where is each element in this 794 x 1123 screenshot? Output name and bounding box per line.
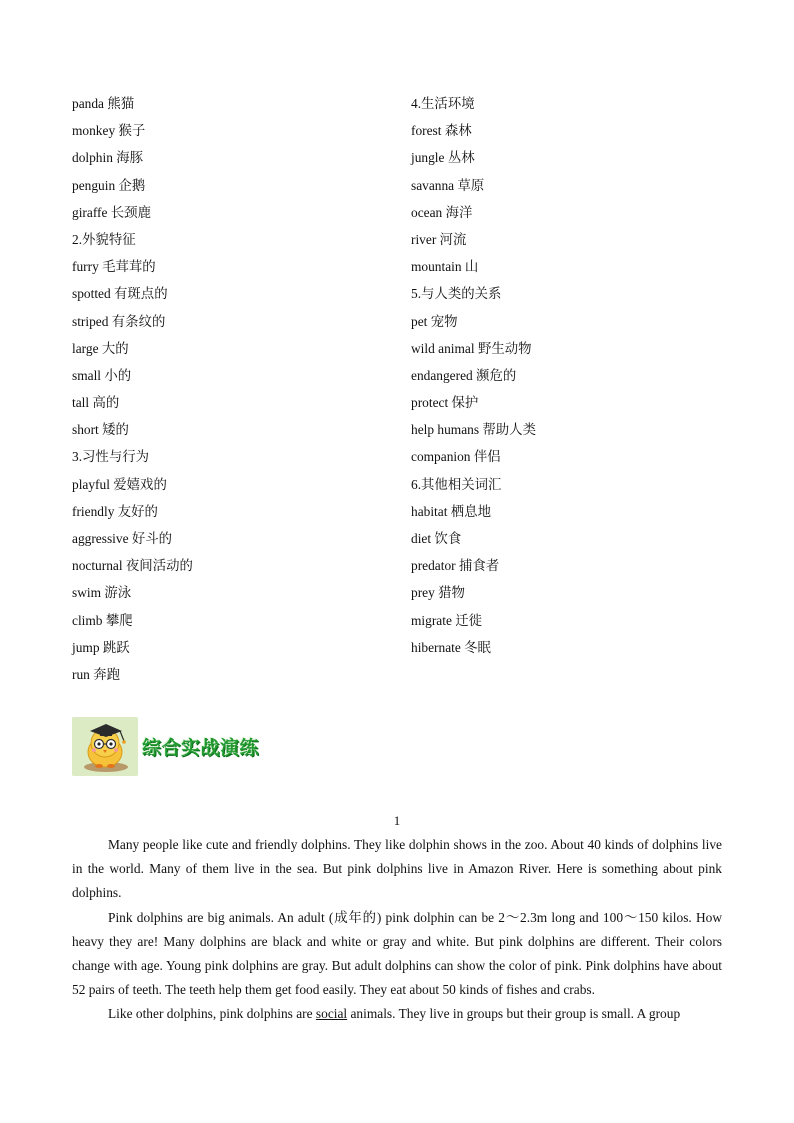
vocab-category-heading: 2.外貌特征 xyxy=(72,231,136,247)
vocab-item: prey 猎物 xyxy=(411,585,465,601)
vocab-item: tall 高的 xyxy=(72,395,120,411)
vocab-item: playful 爱嬉戏的 xyxy=(72,476,167,492)
passage-text: animals. They live in groups but their group is small. A group xyxy=(347,1006,681,1022)
section-title: 综合实战演练 xyxy=(142,736,260,759)
vocab-item: friendly 友好的 xyxy=(72,503,158,519)
vocab-item: panda 熊猫 xyxy=(72,96,135,111)
vocab-column-right xyxy=(411,92,731,663)
vocab-item: dolphin 海豚 xyxy=(72,150,144,166)
vocab-item: striped 有条纹的 xyxy=(72,313,166,329)
vocab-item: wild animal 野生动物 xyxy=(411,340,532,356)
section-banner xyxy=(72,716,259,776)
vocab-item: hibernate 冬眠 xyxy=(411,639,491,655)
vocab-item: aggressive 好斗的 xyxy=(72,531,173,546)
passage-paragraph-1: Many people like cute and friendly dolphins. They like dolphin shows in the zoo. About 40 kinds of dolphins live in the world. Many of them live in the sea. But pink dolphins live in Amazon River. Here is something about pink dolphins. xyxy=(72,837,722,901)
passage-number: 1 xyxy=(393,813,401,828)
vocab-item: forest 森林 xyxy=(411,123,472,139)
vocab-category-heading: 5.与人类的关系 xyxy=(411,286,502,302)
vocab-item: climb 攀爬 xyxy=(72,612,133,628)
vocab-item: jungle 丛林 xyxy=(411,150,475,166)
vocab-item: giraffe 长颈鹿 xyxy=(72,204,151,220)
vocab-item: ocean 海洋 xyxy=(411,204,473,220)
reading-passage xyxy=(72,833,722,1027)
vocab-category-heading: 3.习性与行为 xyxy=(72,449,149,465)
vocab-item: run 奔跑 xyxy=(72,666,120,682)
vocab-category-heading: 6.其他相关词汇 xyxy=(411,476,502,492)
passage-paragraph-3 xyxy=(72,1002,722,1026)
vocab-item: habitat 栖息地 xyxy=(411,503,491,519)
vocab-item: nocturnal 夜间活动的 xyxy=(72,558,193,574)
vocab-item: jump 跳跃 xyxy=(72,639,130,655)
vocab-item: migrate 迁徙 xyxy=(411,612,483,628)
vocab-item: help humans 帮助人类 xyxy=(411,422,536,438)
vocab-item: endangered 濒危的 xyxy=(411,367,517,383)
underlined-word: social xyxy=(315,1006,348,1022)
vocab-item: spotted 有斑点的 xyxy=(72,286,168,302)
vocab-category-heading: 4.生活环境 xyxy=(411,96,475,111)
vocab-column-left xyxy=(72,92,392,690)
scholar-chick-icon xyxy=(72,717,138,776)
vocab-item: diet 饮食 xyxy=(411,531,462,546)
vocab-item: furry 毛茸茸的 xyxy=(72,259,156,275)
vocab-item: river 河流 xyxy=(411,231,467,247)
vocab-item: savanna 草原 xyxy=(411,177,485,193)
vocab-item: pet 宠物 xyxy=(411,313,458,329)
vocab-item: companion 伴侣 xyxy=(411,449,501,465)
vocab-item: monkey 猴子 xyxy=(72,123,146,139)
vocab-item: short 矮的 xyxy=(72,422,129,438)
vocab-item: swim 游泳 xyxy=(72,585,132,601)
vocab-item: predator 捕食者 xyxy=(411,558,500,574)
vocab-item: small 小的 xyxy=(72,367,132,383)
vocab-item: mountain 山 xyxy=(411,259,479,275)
passage-paragraph-2: Pink dolphins are big animals. An adult (成年的) pink dolphin can be 2～2.3m long and 100～150 kilos. How heavy they are! Many dolphins are black and white or gray and white. But pink dolphins are different. Their colors change with age. Young pink dolphins are gray. But adult dolphins can show the color of pink. Pink dolphins have about 52 pairs of teeth. The teeth help them get food easily. They eat about 50 kinds of fishes and crabs. xyxy=(72,909,722,998)
vocab-item: protect 保护 xyxy=(411,395,479,411)
passage-text: Like other dolphins, pink dolphins are xyxy=(108,1006,316,1022)
vocab-item: large 大的 xyxy=(72,340,129,356)
vocab-item: penguin 企鹅 xyxy=(72,177,146,193)
